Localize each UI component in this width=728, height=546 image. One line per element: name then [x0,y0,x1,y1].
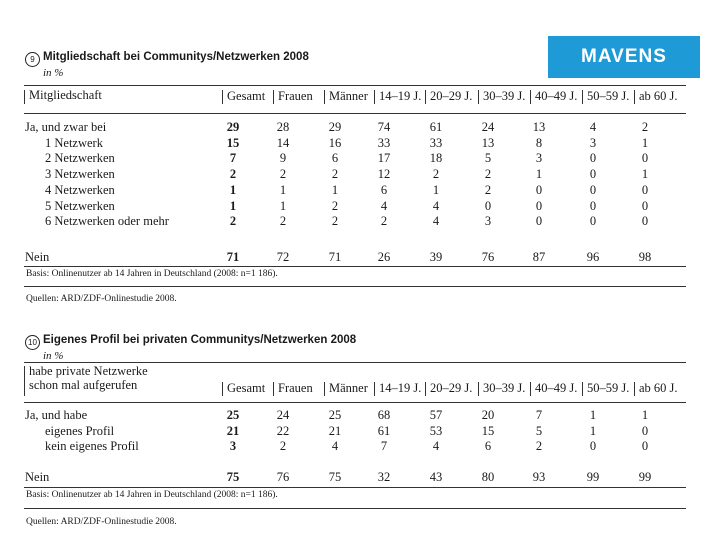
table-cell: 3 [589,135,597,150]
rule [24,286,686,287]
table-cell: 1 [432,182,440,197]
table-cell: 2 [432,167,440,182]
table-cell: 21 [328,423,342,438]
table-cell: 25 [226,408,240,422]
table-cell: 76 [276,470,290,484]
basis-note: Basis: Onlinenutzer ab 14 Jahren in Deutschland (2008: n=1 186). [26,490,278,500]
rule [24,113,686,114]
table-cell: 7 [380,439,388,454]
header-separator [425,382,426,396]
table-cell: 53 [429,423,443,438]
table-cell: 0 [641,423,649,438]
table-cell: 22 [276,423,290,438]
table-cell: 12 [377,167,391,182]
table-cell: 0 [535,198,543,213]
rule [24,508,686,509]
table-cell: 21 [226,423,240,438]
column-header: Männer [329,89,368,103]
table-cell: 4 [331,439,339,454]
table-cell: 2 [279,167,287,182]
table-cell: 0 [589,151,597,166]
column-header: 50–59 J. [587,381,630,395]
rule [24,85,686,86]
table-cell: 32 [377,470,391,484]
table-cell: 13 [481,135,495,150]
header-separator [530,90,531,104]
table-cell: 2 [484,167,492,182]
row-label: Ja, und zwar bei [25,120,107,134]
header-separator [634,382,635,396]
table-cell: 0 [589,439,597,454]
header-separator [374,382,375,396]
column-header: 40–49 J. [535,89,578,103]
column-header: ab 60 J. [639,381,678,395]
table-cell: 33 [429,135,443,150]
table-cell: 2 [535,439,543,454]
table-cell: 7 [229,151,237,166]
table-cell: 4 [432,198,440,213]
table-cell: 2 [380,214,388,229]
column-header: Frauen [278,381,313,395]
column-header: 30–39 J. [483,381,526,395]
table-cell: 29 [328,120,342,134]
table-number-badge: 9 [25,52,40,67]
table-cell: 1 [229,198,237,213]
table-cell: 0 [641,182,649,197]
table-unit: in % [43,67,64,79]
table-cell: 13 [532,120,546,134]
table-cell: 1 [279,182,287,197]
table-cell: 87 [532,250,546,264]
table-cell: 1 [641,167,649,182]
row-label: 5 Netzwerken [45,198,115,213]
table-cell: 3 [535,151,543,166]
table-cell: 71 [328,250,342,264]
header-separator [222,90,223,104]
table-cell: 75 [328,470,342,484]
column-header: 14–19 J. [379,89,422,103]
table-cell: 28 [276,120,290,134]
table-cell: 2 [229,214,237,229]
table-cell: 72 [276,250,290,264]
table-cell: 1 [279,198,287,213]
table-cell: 1 [589,423,597,438]
table-cell: 25 [328,408,342,422]
table-cell: 75 [226,470,240,484]
table-cell: 14 [276,135,290,150]
column-header: 50–59 J. [587,89,630,103]
header-separator [582,382,583,396]
table-cell: 96 [586,250,600,264]
table-cell: 1 [641,135,649,150]
table-cell: 4 [432,439,440,454]
table-cell: 2 [331,214,339,229]
table-cell: 74 [377,120,391,134]
table-cell: 99 [638,470,652,484]
row-label: 6 Netzwerken oder mehr [45,214,169,229]
table-cell: 4 [380,198,388,213]
table-number-badge: 10 [25,335,40,350]
table-cell: 3 [229,439,237,454]
column-header: 30–39 J. [483,89,526,103]
row-label: 3 Netzwerken [45,167,115,182]
stub-header: Mitgliedschaft [29,88,102,102]
table-cell: 24 [276,408,290,422]
table-cell: 61 [429,120,443,134]
table-cell: 0 [641,198,649,213]
header-separator [634,90,635,104]
table-cell: 9 [279,151,287,166]
table-cell: 2 [484,182,492,197]
header-separator [222,382,223,396]
table-cell: 43 [429,470,443,484]
column-header: Gesamt [227,381,266,395]
row-label: Nein [25,470,50,484]
table-cell: 76 [481,250,495,264]
table-cell: 1 [641,408,649,422]
table-cell: 2 [279,214,287,229]
table-cell: 57 [429,408,443,422]
row-label: Ja, und habe [25,408,88,422]
brand-badge: MAVENS [548,36,700,78]
table-cell: 98 [638,250,652,264]
table-cell: 0 [589,182,597,197]
header-separator [425,90,426,104]
table-cell: 4 [589,120,597,134]
table-cell: 93 [532,470,546,484]
table-cell: 2 [279,439,287,454]
stub-header: schon mal aufgerufen [29,378,138,392]
table-cell: 39 [429,250,443,264]
column-header: 20–29 J. [430,381,473,395]
row-label: 1 Netzwerk [45,135,103,150]
table-cell: 3 [484,214,492,229]
table-cell: 15 [481,423,495,438]
source-note: Quellen: ARD/ZDF-Onlinestudie 2008. [26,294,177,304]
header-separator [530,382,531,396]
table-cell: 18 [429,151,443,166]
table-cell: 61 [377,423,391,438]
rule [24,362,686,363]
table-cell: 26 [377,250,391,264]
column-header: 20–29 J. [430,89,473,103]
header-separator [324,382,325,396]
table-cell: 8 [535,135,543,150]
table-cell: 0 [589,167,597,182]
table-cell: 6 [331,151,339,166]
column-header: Frauen [278,89,313,103]
row-label: eigenes Profil [45,423,115,438]
basis-note: Basis: Onlinenutzer ab 14 Jahren in Deutschland (2008: n=1 186). [26,269,278,279]
table-cell: 16 [328,135,342,150]
rule [24,402,686,403]
header-separator [478,382,479,396]
table-cell: 68 [377,408,391,422]
table-cell: 33 [377,135,391,150]
table-cell: 2 [229,167,237,182]
table-cell: 0 [641,439,649,454]
table-cell: 5 [535,423,543,438]
table-cell: 1 [535,167,543,182]
header-separator [273,382,274,396]
table-title: Eigenes Profil bei privaten Communitys/Netzwerken 2008 [43,334,357,346]
table-cell: 5 [484,151,492,166]
row-label: 4 Netzwerken [45,182,115,197]
table-cell: 1 [229,182,237,197]
table-cell: 0 [641,151,649,166]
table-cell: 2 [641,120,649,134]
rule [24,266,686,267]
table-cell: 0 [535,214,543,229]
row-label: kein eigenes Profil [45,439,139,454]
table-cell: 15 [226,135,240,150]
table-cell: 0 [535,182,543,197]
table-cell: 29 [226,120,240,134]
table-cell: 7 [535,408,543,422]
column-header: 14–19 J. [379,381,422,395]
table-cell: 1 [331,182,339,197]
header-separator [324,90,325,104]
stub-header: habe private Netzwerke [29,364,148,378]
header-separator [273,90,274,104]
table-cell: 6 [380,182,388,197]
table-cell: 0 [589,214,597,229]
header-separator [24,366,25,396]
table-cell: 99 [586,470,600,484]
header-separator [24,90,25,104]
source-note: Quellen: ARD/ZDF-Onlinestudie 2008. [26,517,177,527]
table-cell: 4 [432,214,440,229]
table-cell: 1 [589,408,597,422]
table-unit: in % [43,350,64,362]
row-label: Nein [25,250,50,264]
header-separator [478,90,479,104]
header-separator [582,90,583,104]
column-header: Männer [329,381,368,395]
column-header: 40–49 J. [535,381,578,395]
table-cell: 6 [484,439,492,454]
table-cell: 0 [484,198,492,213]
table-cell: 2 [331,198,339,213]
table-title: Mitgliedschaft bei Communitys/Netzwerken 2008 [43,51,309,63]
header-separator [374,90,375,104]
column-header: ab 60 J. [639,89,678,103]
table-cell: 17 [377,151,391,166]
rule [24,487,686,488]
column-header: Gesamt [227,89,266,103]
table-cell: 2 [331,167,339,182]
table-cell: 24 [481,120,495,134]
table-cell: 71 [226,250,240,264]
table-cell: 20 [481,408,495,422]
table-cell: 80 [481,470,495,484]
table-cell: 0 [589,198,597,213]
row-label: 2 Netzwerken [45,151,115,166]
table-cell: 0 [641,214,649,229]
